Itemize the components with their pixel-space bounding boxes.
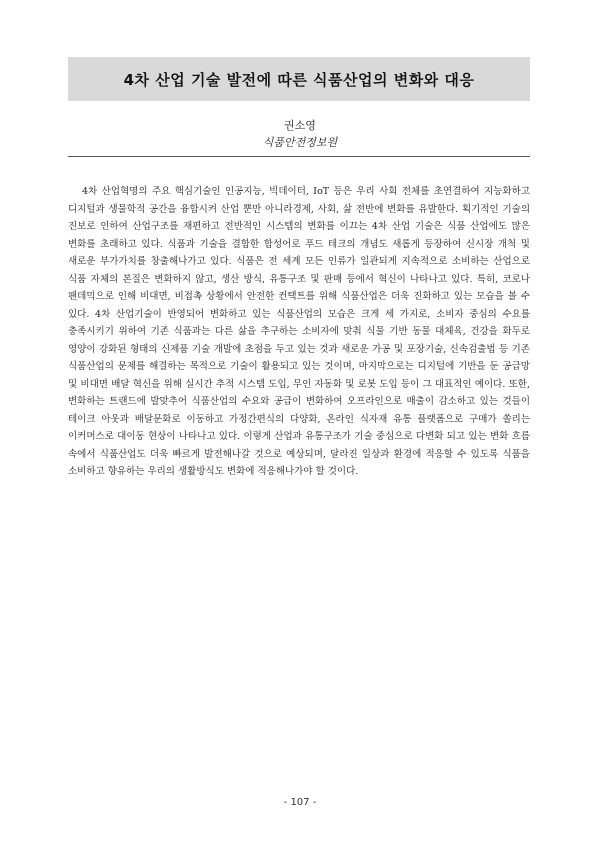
title-banner: [68, 57, 530, 101]
body-paragraph: 4차 산업혁명의 주요 핵심기술인 인공지능, 빅데이터, IoT 등은 우리 사회 전체를 초연결하여 지능화하고 디지털과 생물학적 공간을 융합시켜 산업 뿐만 아니라경제, 사회, 삶 전반에 변화를 유발한다. 획기적인 기술의 진보로 인하여 산업구조를 재편하고 전반적인 시스템의 변화를 이끄는 4차 산업 기술은 식품 산업에도 많은 변화를 초래하고 있다. 식품과 기술을 결합한 합성어로 푸드 테크의 개념도 새롭게 등장하여 신시장 개척 및 새로운 부가가치를 창출해나가고 있다. 식품은 전 세계 모든 인류가 일관되게 지속적으로 소비하는 산업으로 식품 자체의 본질은 변화하지 않고, 생산 방식, 유통구조 및 판매 등에서 혁신이 나타나고 있다. 특히, 코로나 팬데믹으로 인해 비대면, 비접촉 상황에서 안전한 컨택트를 위해 식품산업은 더욱 진화하고 있는 모습을 볼 수 있다. 4차 산업기술이 반영되어 변화하고 있는 식품산업의 모습은 크게 세 가지로, 소비자 중심의 수요를 충족시키기 위하여 기존 식품과는 다른 삶을 추구하는 소비자에 맞춰 식물 기반 동물 대체육, 건강을 화두로 영양이 강화된 형태의 신제품 기술 개발에 초점을 두고 있는 것과 새로운 가공 및 포장기술, 신속검출법 등 기존 식품산업의 문제를 해결하는 목적으로 기술이 활용되고 있는 것이며, 마지막으로는 디지털에 기반을 둔 공급망 및 비대면 배달 혁신을 위해 실시간 추적 시스템 도입, 무인 자동화 및 로봇 도입 등이 그 대표적인 예이다. 또한,변화하는 트랜드에 발맞추어 식품산업의 수요와 공급이 변화하여 오프라인으로 매출이 감소하고 있는 것들이 테이크 아웃과 배달문화로 이동하고 가정간편식의 다양화, 온라인 식자재 유통 플랫폼으로 구매가 쏠리는 이커머스로 대이동 현상이 나타나고 있다. 이렇게 산업과 유통구조가 기술 중심으로 다변화 되고 있는 변화 흐름 속에서 식품산업도 더욱 빠르게 발전해나갈 것으로 예상되며, 달라진 일상과 환경에 적응할 수 있도록 식품을 소비하고 향유하는 우리의 생활방식도 변화에 적응해나가야 할 것이다.: [68, 186, 530, 477]
header-divider: [68, 156, 530, 157]
author-affiliation: 식품안전정보원: [262, 136, 338, 149]
page-number: - 107 -: [283, 797, 317, 808]
author-name: 권소영: [284, 119, 316, 132]
document-title: 4차 산업 기술 발전에 따른 식품산업의 변화와 대응: [123, 70, 475, 89]
